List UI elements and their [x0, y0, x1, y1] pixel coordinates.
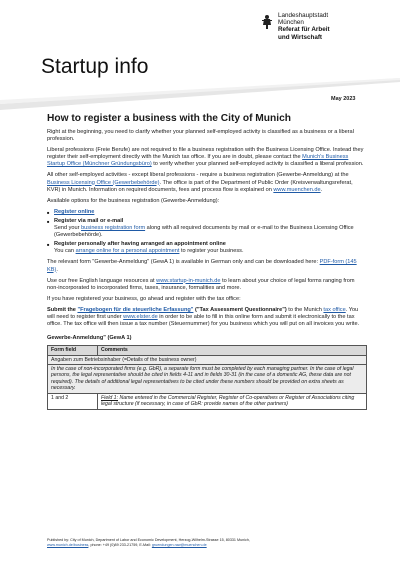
text: along with all required documents by mail or e-mail to the Business Licensing Office (Gewerbebehörde). [54, 225, 354, 239]
munich-coat-of-arms-icon [261, 14, 273, 30]
page-title: Startup info [41, 55, 149, 78]
list-item-register-online [47, 209, 367, 216]
paragraph-options-intro: Available options for the business registration (Gewerbe-Anmeldung): [47, 197, 220, 204]
footer-email-link[interactable]: gruendungen.raw@muenchen.de [151, 542, 207, 547]
text: Name entered in the Commercial Register, Register of Co-operatives or Register of Associations citing legal structure (if necessary, in case of GbR: provide names of the other partners) [101, 394, 355, 408]
table-cell: Angaben zum Betriebsinhaber (=Details of the business owner) [48, 355, 367, 364]
licensing-office-link[interactable]: Business Licensing Office (Gewerbebehörde) [47, 179, 160, 186]
paragraph-business-registration [47, 172, 367, 193]
text: All other self-employed activities - except liberal professions - require a business registration (Gewerbe-Anmeldung) at the [47, 172, 349, 179]
header [0, 0, 400, 110]
paragraph-english-resources [47, 278, 367, 292]
startup-in-munich-link[interactable]: www.startup-in-munich.de [156, 277, 221, 284]
logo-text [278, 12, 330, 41]
main-heading: How to register a business with the City of Munich [47, 113, 291, 124]
muenchen-de-link[interactable]: www.muenchen.de [273, 186, 321, 193]
option-title: ■ Register personally after having arranged an appointment online [54, 241, 226, 248]
table-header-comments: Comments [98, 346, 367, 355]
text: Submit the [47, 306, 78, 313]
logo-line-3: Referat für Arbeit [278, 26, 330, 34]
paragraph-form-download [47, 259, 367, 273]
appointment-link[interactable]: arrange online for a personal appointment [75, 248, 180, 255]
text: to register your business. [179, 248, 244, 255]
paragraph-tax-questionnaire [47, 307, 367, 328]
startup-office-link[interactable]: Munich's Business Startup Office (Münchner Gründungsbüro) [47, 154, 349, 168]
text: to learn about your choice of legal forms ranging from non-incorporated to incorporated firms, taxes, insurance, formalities and more. [47, 277, 355, 291]
gewa-section-title: Gewerbe-Anmeldung" (GewA 1) [47, 335, 132, 342]
footer-website-link[interactable]: www.munich.de/business [47, 542, 89, 547]
list-item-register-personally [47, 241, 367, 255]
option-text [54, 248, 367, 255]
table-cell: In the case of non-incorporated firms (e.g. GbR), a separate form must be completed by each managing partner. In the case of legal persons, the legal representative should be cited in fields 4-11 and in fields 30-31 (in the case of a domestic AG, these data are not required). The details of additional legal representatives to be cited under these numbers should be provided on extra sheets as necessary. [48, 365, 367, 394]
footer-line-1: Published by: City of Munich, Department of Labor and Economic Development, Herzog-Wilhelm-Strasse 15, 80331 Munich, [47, 538, 250, 542]
pdf-form-link[interactable]: PDF-form (145 KB) [47, 259, 357, 273]
text: in order to be able to fill in this online form and submit it electronically to the tax office. The tax office will then issue a tax number (Steuernummer) for you business which you will put on all invoices you write. [47, 313, 360, 328]
logo-line-1: Landeshauptstadt [278, 12, 329, 19]
paragraph-tax-office-intro: If you have registered your business, go ahead and register with the tax office: [47, 295, 241, 302]
table-cell: 1 and 2 [48, 393, 98, 409]
list-item-register-mail [47, 218, 367, 239]
option-title: ■ Register via mail or e-mail [54, 217, 124, 224]
register-online-link[interactable]: Register online [54, 208, 95, 215]
text: You can [54, 248, 76, 255]
table-row [48, 393, 367, 409]
text: to the Munich [286, 306, 324, 313]
field-label: Field 1: [101, 394, 119, 401]
table-cell [98, 393, 367, 409]
logo-line-4: und Wirtschaft [278, 33, 323, 41]
text: The relevant form "Gewerbe-Anmeldung" (GewA 1) is available in German only and can be downloaded here: [47, 259, 320, 266]
text: . You will need to register first under [47, 306, 359, 320]
elster-link[interactable]: www.elster.de [123, 313, 158, 320]
table-row [48, 355, 367, 364]
table-row [48, 365, 367, 394]
registration-form-link[interactable]: business registration form [81, 225, 146, 232]
text: Use our free English language resources at [47, 277, 157, 284]
text: , phone: +49 (0)89 233-21759, E-Mail: [88, 542, 152, 547]
footer-line-2 [47, 543, 367, 548]
text: Send your [54, 225, 82, 232]
text: . [320, 186, 323, 193]
questionnaire-link[interactable]: "Fragebogen für die steuerliche Erfassung" [77, 306, 194, 313]
footer [47, 538, 367, 547]
text: Liberal professions (Freie Berufe) are not required to file a business registration with the Business Licensing Office. Instead they register their self-employment directly with the Munich tax office. If you are in doubt, please contact the [47, 147, 364, 161]
paragraph-intro: Right at the beginning, you need to clarify whether your planned self-employed activity is classified as a business or a liberal profession. [47, 129, 354, 143]
option-text [54, 225, 367, 239]
text: . The office is part of the Department of Public Order (Kreisverwaltungsreferat, KVR) in Munich. Information on required documents, fees and process flow is explained on [47, 179, 353, 193]
paragraph-liberal-professions [47, 147, 367, 168]
gewa-form-table [47, 345, 367, 409]
main-content [47, 113, 367, 410]
text: ("Tax Assessment Questionnaire") [193, 306, 287, 313]
text: to verify whether your planned self-employed activity is classified a liberal profession. [151, 161, 364, 168]
logo-line-2: München [278, 19, 304, 27]
header-banner-graphic [0, 78, 400, 110]
text: . [56, 266, 58, 273]
table-header-form-field: Form field [48, 346, 98, 355]
registration-options-list [47, 209, 367, 256]
tax-office-link[interactable]: tax office [323, 306, 346, 313]
table-header-row [48, 346, 367, 355]
publication-date: May 2023 [331, 96, 356, 102]
